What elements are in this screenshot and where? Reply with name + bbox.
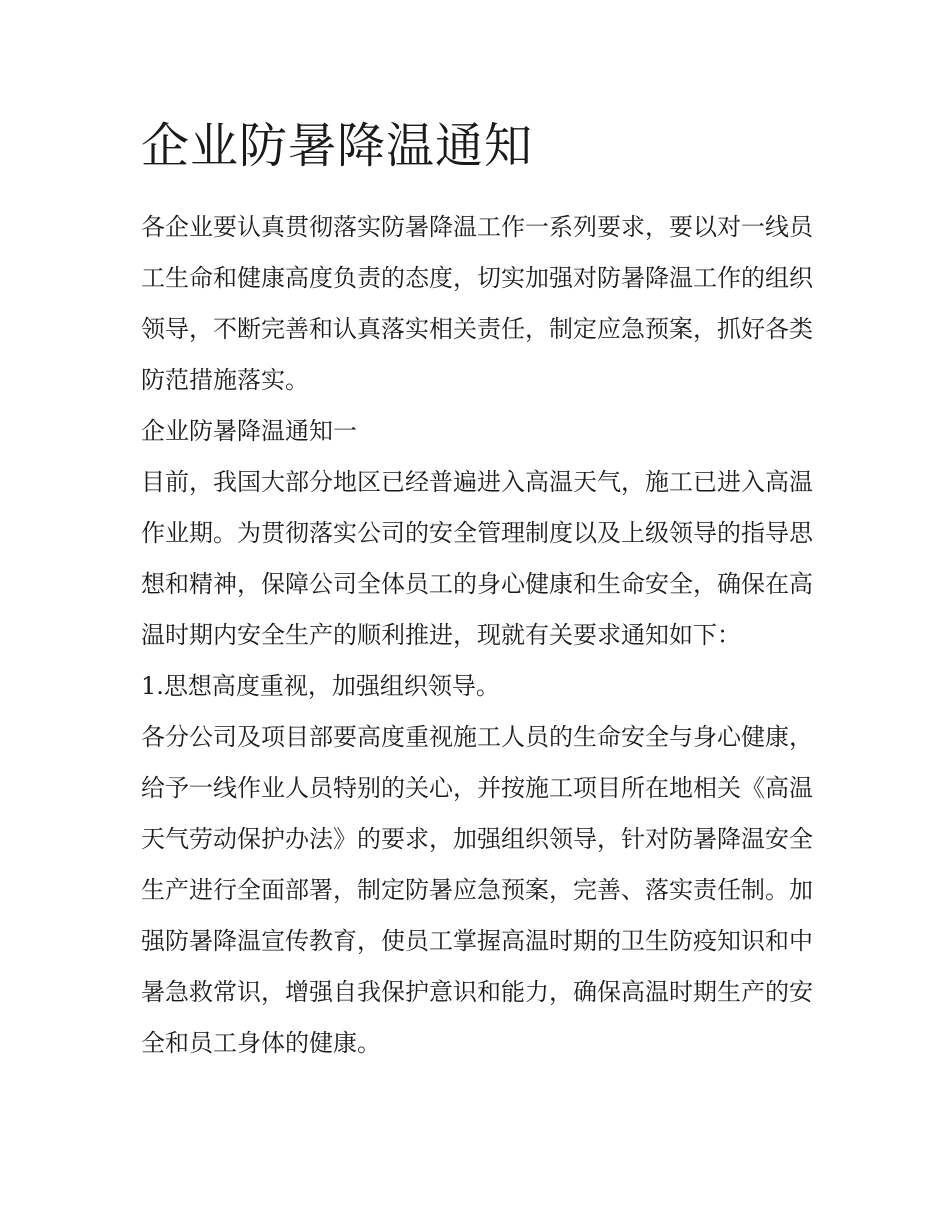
document-page	[141, 112, 813, 1069]
point-paragraph: 各分公司及项目部要高度重视施工人员的生命安全与身心健康，给予一线作业人员特别的关心，并按施工项目所在地相关《高温天气劳动保护办法》的要求，加强组织领导，针对防暑降温安全生产进行全面部署，制定防暑应急预案，完善、落实责任制。加强防暑降温宣传教育，使员工掌握高温时期的卫生防疫知识和中暑急救常识，增强自我保护意识和能力，确保高温时期生产的安全和员工身体的健康。	[141, 723, 813, 1057]
notice-paragraph: 目前，我国大部分地区已经普遍进入高温天气，施工已进入高温作业期。为贯彻落实公司的安全管理制度以及上级领导的指导思想和精神，保障公司全体员工的身心健康和生命安全，确保在高温时期内安全生产的顺利推进，现就有关要求通知如下：	[141, 468, 813, 649]
document-title: 企业防暑降温通知	[141, 118, 534, 174]
intro-paragraph: 各企业要认真贯彻落实防暑降温工作一系列要求，要以对一线员工生命和健康高度负责的态度，切实加强对防暑降温工作的组织领导，不断完善和认真落实相关责任，制定应急预案，抓好各类防范措施落实。	[141, 213, 813, 394]
point-heading: 1.思想高度重视，加强组织领导。	[141, 672, 500, 700]
section-heading: 企业防暑降温通知一	[141, 417, 357, 445]
